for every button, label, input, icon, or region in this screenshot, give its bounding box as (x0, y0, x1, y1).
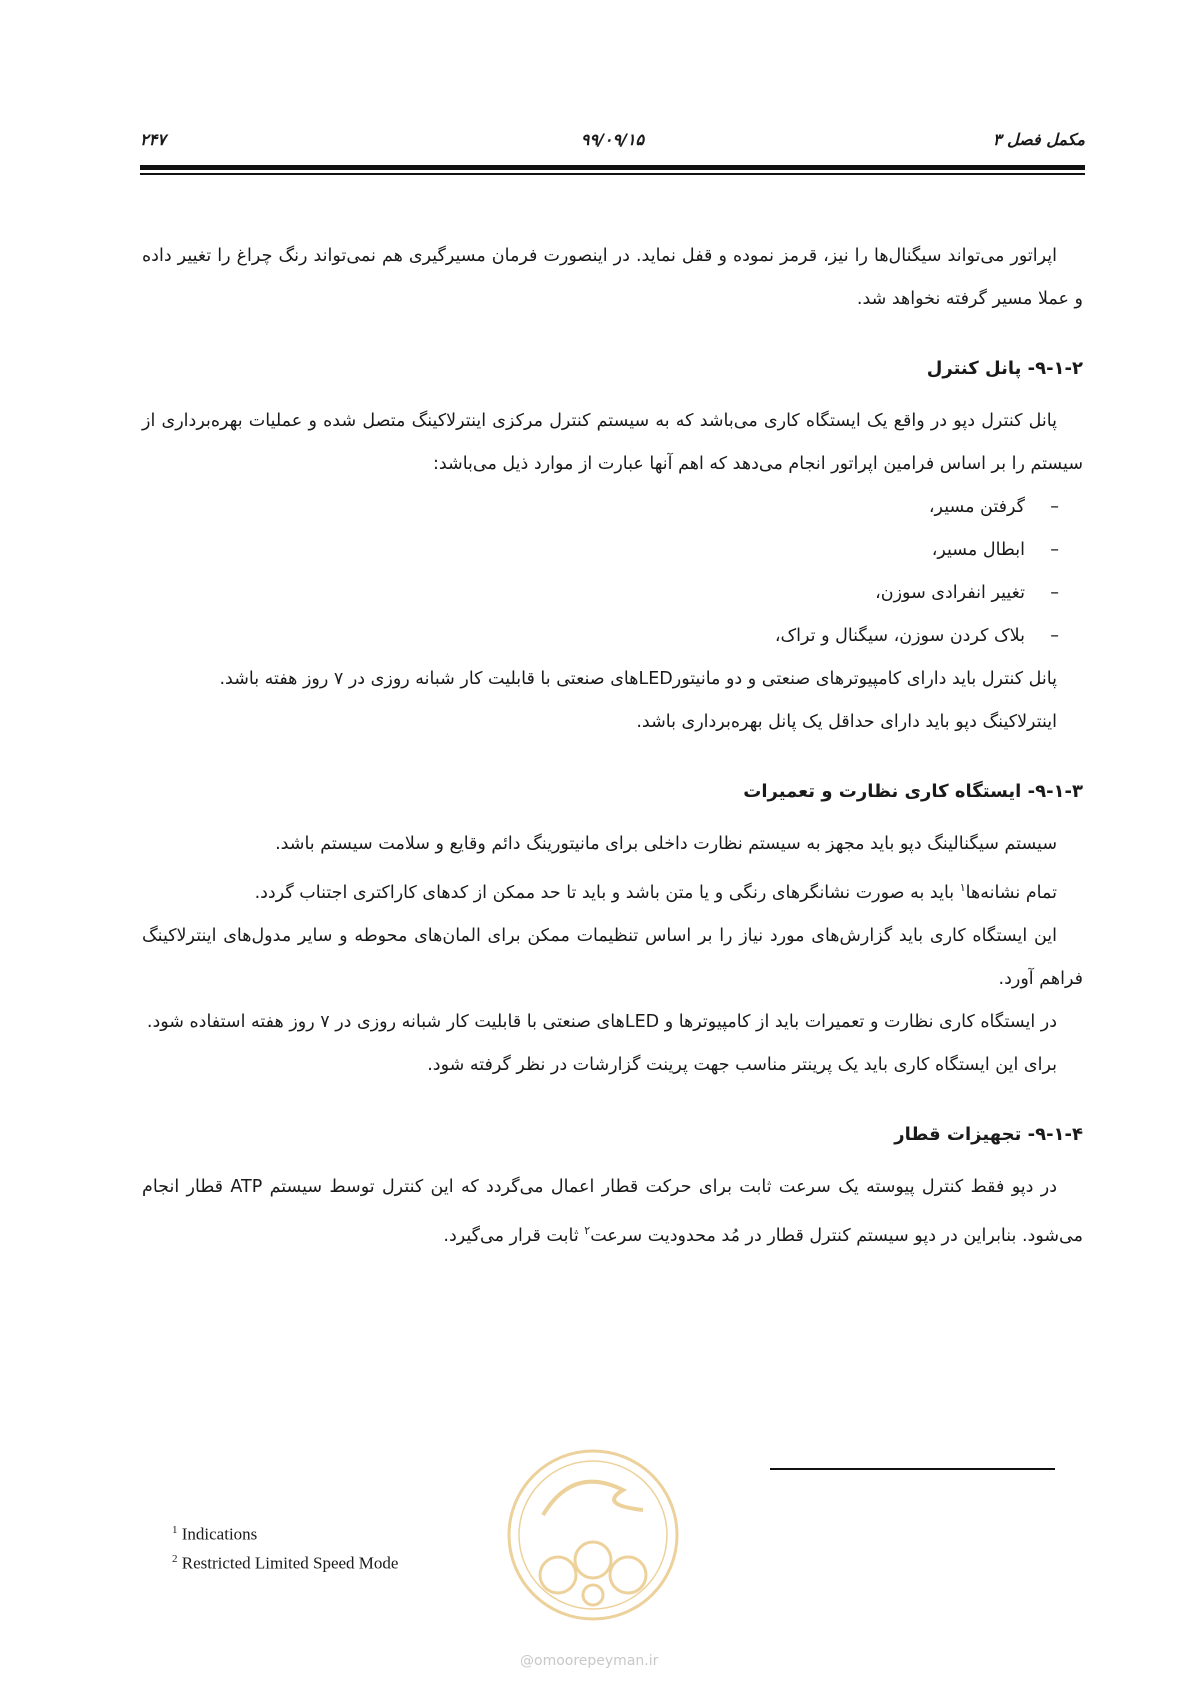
header-rule-thick (140, 165, 1085, 170)
section-heading-control-panel: ۹-۱-۲- پانل کنترل (926, 358, 1083, 379)
monitoring-paragraph: سیستم سیگنالینگ دپو باید مجهز به سیستم نظارت داخلی برای مانیتورینگ دائم وقایع و سلامت سیستم باشد. (275, 834, 1057, 854)
footnote-ref: ۲ (584, 1223, 591, 1237)
page-header (140, 130, 1085, 160)
control-panel-paragraph: پانل کنترل دپو در واقع یک ایستگاه کاری می‌باشد که به سیستم کنترل مرکزی اینترلاکینگ متصل شده و عملیات بهره‌برداری از سیستم را بر اساس فرامین اپراتور انجام می‌دهد که اهم آنها عبارت از موارد ذیل می‌باشد: (142, 411, 1083, 474)
printer-paragraph: برای این ایستگاه کاری باید یک پرینتر مناسب جهت پرینت گزارشات در نظر گرفته شود. (427, 1054, 1057, 1075)
footnote-item: $^2$ Restricted Limited Speed Mode (172, 1552, 399, 1573)
intro-paragraph: اپراتور می‌تواند سیگنال‌ها را نیز، قرمز نموده و قفل نماید. در اینصورت فرمان مسیرگیری هم نمی‌تواند رنگ چراغ را تغییر داده و عملا مسیر گرفته نخواهد شد. (142, 246, 1083, 309)
page-number: ۲۴۷ (140, 130, 166, 149)
section-heading-train-equipment: ۹-۱-۴- تجهیزات قطار (894, 1123, 1083, 1145)
reports-paragraph: این ایستگاه کاری باید گزارش‌های مورد نیاز را بر اساس تنظیمات ممکن برای المان‌های محوطه و سایر مدول‌های اینترلاکینگ فراهم آورد. (142, 925, 1083, 989)
list-item: –بلاک کردن سوزن، سیگنال و تراک، (774, 626, 1059, 646)
footnote-item: $^1$ Indications (172, 1524, 258, 1544)
header-rule-thin (140, 173, 1085, 175)
indications-paragraph: تمام نشانه‌ها$^۱$ باید به صورت نشانگرهای رنگی و یا متن باشد و باید تا حد ممکن از کدهای کاراکتری اجتناب گردد. (254, 881, 1057, 903)
section-heading-maintenance-workstation: ۹-۱-۳- ایستگاه کاری نظارت و تعمیرات (743, 781, 1083, 802)
list-item: –ابطال مسیر، (931, 540, 1059, 560)
control-panel-list (142, 486, 1083, 658)
footnote-ref: ۱ (959, 881, 966, 894)
list-item: –گرفتن مسیر، (928, 497, 1059, 517)
control-panel-hardware-paragraph: پانل کنترل باید دارای کامپیوترهای صنعتی و دو مانیتورLEDهای صنعتی با قابلیت کار شبانه روزی در ۷ روز هفته باشد. (219, 669, 1057, 689)
train-equipment-paragraph: در دپو فقط کنترل پیوسته یک سرعت ثابت برای حرکت قطار اعمال می‌گردد که این کنترل توسط سیستم ATP قطار انجام می‌شود. بنابراین در دپو سیستم کنترل قطار در مُد محدودیت سرعت$^۲$ ثابت قرار می‌گیرد. (142, 1176, 1083, 1246)
workstation-hardware-paragraph: در ایستگاه کاری نظارت و تعمیرات باید از کامپیوترها و LEDهای صنعتی با قابلیت کار شبانه روزی در ۷ روز هفته استفاده شود. (146, 1011, 1057, 1032)
footnote-rule (770, 1468, 1055, 1470)
document-body (142, 235, 1083, 1258)
list-item: –تغییر انفرادی سوزن، (875, 583, 1059, 603)
header-date: ۹۹/۰۹/۱۵ (580, 130, 645, 149)
footnotes (172, 1518, 398, 1575)
watermark-caption: @omoorepeyman.ir (520, 1653, 659, 1669)
chapter-title: مکمل فصل ۳ (992, 130, 1085, 149)
control-panel-minimum-paragraph: اینترلاکینگ دپو باید دارای حداقل یک پانل بهره‌برداری باشد. (636, 712, 1057, 732)
watermark-seal-icon (503, 1445, 683, 1625)
